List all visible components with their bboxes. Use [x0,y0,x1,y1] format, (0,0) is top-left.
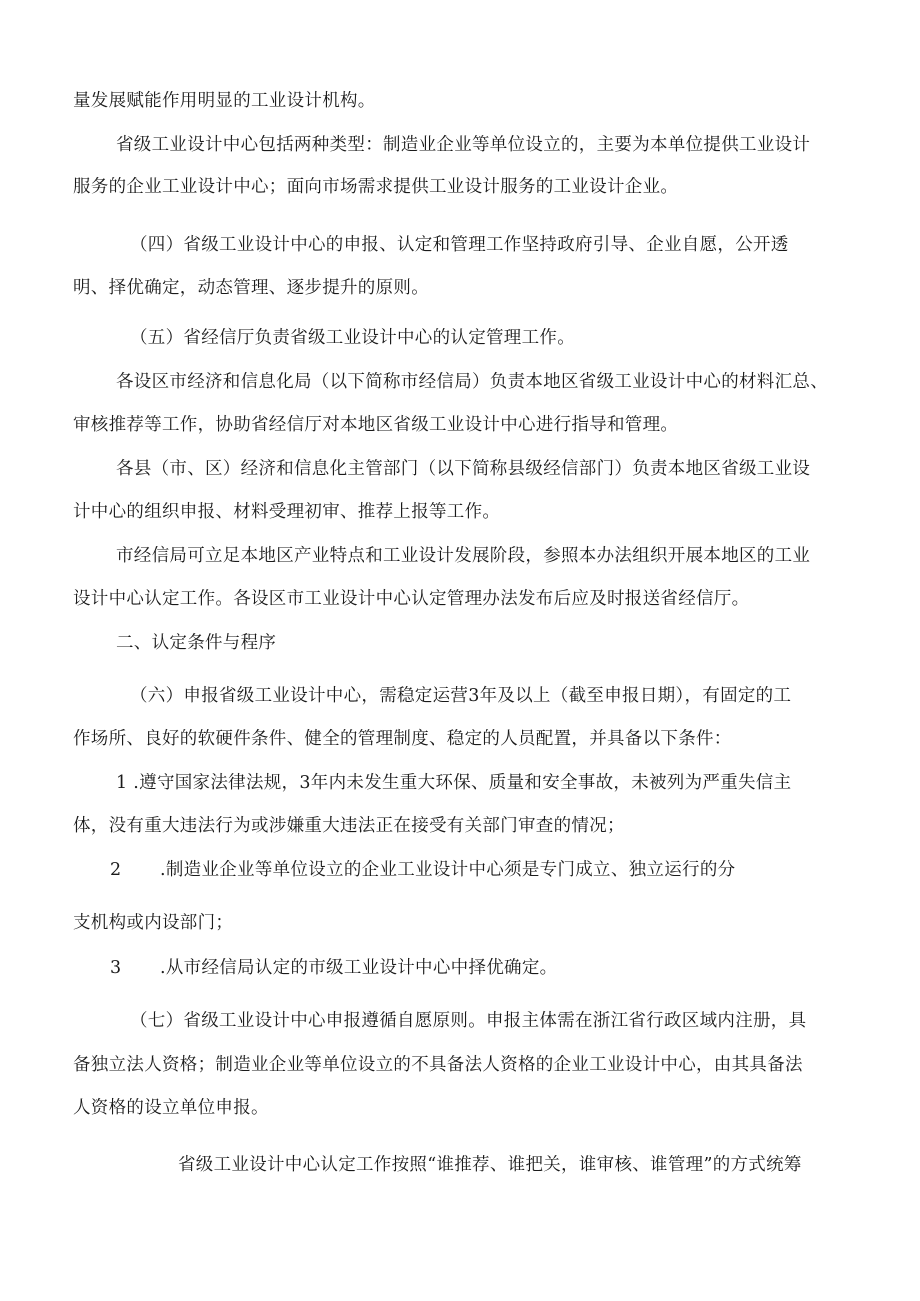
text-line: 市经信局可立足本地区产业特点和工业设计发展阶段，参照本办法组织开展本地区的工业 [116,546,811,566]
text-line: 计中心的组织申报、材料受理初审、推荐上报等工作。 [73,502,501,522]
text-line: 审核推荐等工作，协助省经信厅对本地区省级工业设计中心进行指导和管理。 [73,415,679,435]
text-line: .从市经信局认定的市级工业设计中心中择优确定。 [160,958,558,978]
text-line: 量发展赋能作用明显的工业设计机构。 [73,91,376,111]
text-line: 体，没有重大违法行为或涉嫌重大违法正在接受有关部门审查的情况； [73,816,625,836]
text-line: （五）省经信厅负责省级工业设计中心的认定管理工作。 [130,328,575,348]
text-line: 明、择优确定，动态管理、逐步提升的原则。 [73,278,429,298]
text-line: 作场所、良好的软硬件条件、健全的管理制度、稳定的人员配置，并具备以下条件： [73,729,732,749]
text-line: 备独立法人资格；制造业企业等单位设立的不具备法人资格的企业工业设计中心，由其具备法 [73,1055,803,1075]
text-line: 1 .遵守国家法律法规，3年内未发生重大环保、质量和安全事故，未被列为严重失信主 [116,773,792,793]
text-line: 人资格的设立单位申报。 [73,1098,269,1118]
section-heading: 二、认定条件与程序 [116,633,277,653]
text-line: 设计中心认定工作。各设区市工业设计中心认定管理办法发布后应及时报送省经信厅。 [73,589,750,609]
text-line: 省级工业设计中心认定工作按照“谁推荐、谁把关，谁审核、谁管理”的方式统筹 [178,1155,802,1175]
list-number: 2 [110,860,122,880]
text-line: 支机构或内设部门； [73,913,234,933]
text-line: （四）省级工业设计中心的申报、认定和管理工作坚持政府引导、企业自愿，公开透 [130,235,789,255]
text-line: 省级工业设计中心包括两种类型：制造业企业等单位设立的，主要为本单位提供工业设计 [116,135,811,155]
list-number: 3 [110,958,122,978]
text-line: 服务的企业工业设计中心；面向市场需求提供工业设计服务的工业设计企业。 [73,177,679,197]
text-line: 各设区市经济和信息化局（以下简称市经信局）负责本地区省级工业设计中心的材料汇总、 [116,372,828,392]
text-line: （六）申报省级工业设计中心，需稳定运营3年及以上（截至申报日期），有固定的工 [130,686,792,706]
text-line: （七）省级工业设计中心申报遵循自愿原则。申报主体需在浙江省行政区域内注册，具 [130,1011,807,1031]
text-line: 各县（市、区）经济和信息化主管部门（以下简称县级经信部门）负责本地区省级工业设 [116,459,811,479]
text-line: .制造业企业等单位设立的企业工业设计中心须是专门成立、独立运行的分 [160,860,736,880]
